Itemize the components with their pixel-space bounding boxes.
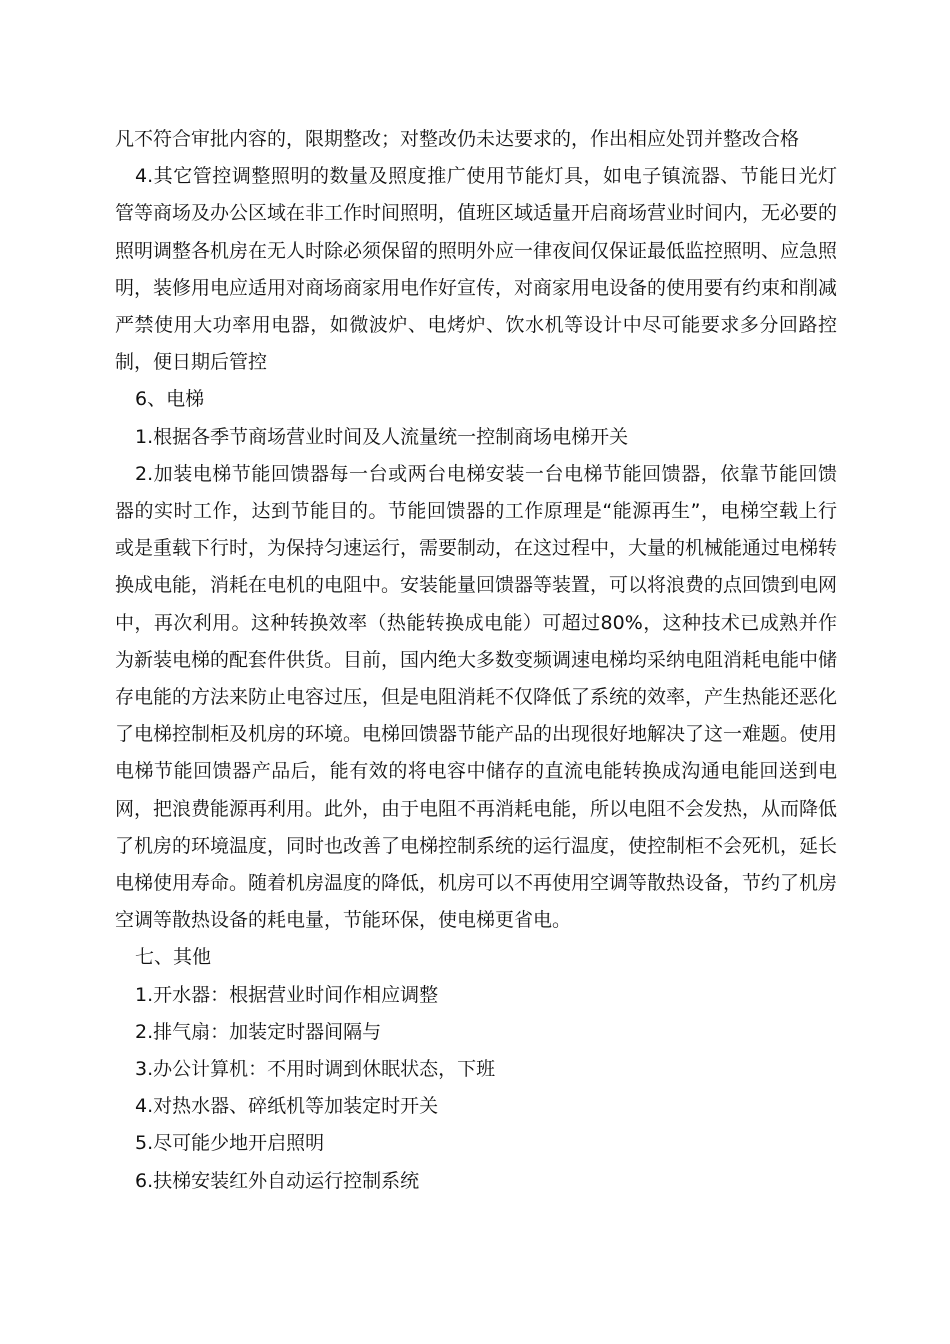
list-item-water-boiler: 1.开水器：根据营业时间作相应调整 — [135, 983, 439, 1006]
paragraph-approval-rectification: 凡不符合审批内容的，限期整改；对整改仍未达要求的，作出相应处罚并整改合格 — [115, 128, 800, 150]
list-item-water-heater: 4.对热水器、碎纸机等加装定时开关 — [135, 1095, 439, 1118]
list-item-escalator: 6.扶梯安装红外自动运行控制系统 — [135, 1169, 420, 1192]
list-item-lighting: 5.尽可能少地开启照明 — [135, 1132, 325, 1155]
paragraph-elevator-switch: 1.根据各季节商场营业时间及人流量统一控制商场电梯开关 — [135, 425, 629, 448]
section-heading-other: 七、其他 — [135, 946, 212, 969]
list-item-office-computer: 3.办公计算机：不用时调到休眠状态，下班 — [135, 1058, 496, 1081]
paragraph-elevator-feedback: 2.加装电梯节能回馈器每一台或两台电梯安装一台电梯节能回馈器，依靠节能回馈器的实时工作，达到节能目的。节能回馈器的工作原理是“能源再生”，电梯空载上行或是重载下行时，为保持匀速运行，需要制动，在这过程中，大量的机械能通过电梯转换成电能，消耗在电机的电阻中。安装能量回馈器等装置，可以将浪费的点回馈到电网中，再次利用。这种转换效率（热能转换成电能）可超过80%，这种技术已成熟并作为新装电梯的配套件供货。目前，国内绝大多数变频调速电梯均采纳电阻消耗电能中储存电能的方法来防止电容过压，但是电阻消耗不仅降低了系统的效率，产生热能还恶化了电梯控制柜及机房的环境。电梯回馈器节能产品的出现很好地解决了这一难题。使用电梯节能回馈器产品后，能有效的将电容中储存的直流电能转换成沟通电能回送到电网，把浪费能源再利用。此外，由于电阻不再消耗电能，所以电阻不会发热，从而降低了机房的环境温度，同时也改善了电梯控制系统的运行温度，使控制柜不会死机，延长电梯使用寿命。随着机房温度的降低，机房可以不再使用空调等散热设备，节约了机房空调等散热设备的耗电量，节能环保，使电梯更省电。 — [115, 462, 838, 932]
list-item-exhaust-fan: 2.排气扇：加装定时器间隔与 — [135, 1020, 382, 1043]
document-page — [115, 121, 837, 1200]
section-heading-elevator: 6、电梯 — [135, 388, 205, 411]
paragraph-lighting-control: 4.其它管控调整照明的数量及照度推广使用节能灯具，如电子镇流器、节能日光灯管等商场及办公区域在非工作时间照明，值班区域适量开启商场营业时间内，无必要的照明调整各机房在无人时除必须保留的照明外应一律夜间仅保证最低监控照明、应急照明，装修用电应适用对商场商家用电作好宣传，对商家用电设备的使用要有约束和削减严禁使用大功率用电器，如微波炉、电烤炉、饮水机等设计中尽可能要求多分回路控制，便日期后管控 — [115, 165, 838, 374]
